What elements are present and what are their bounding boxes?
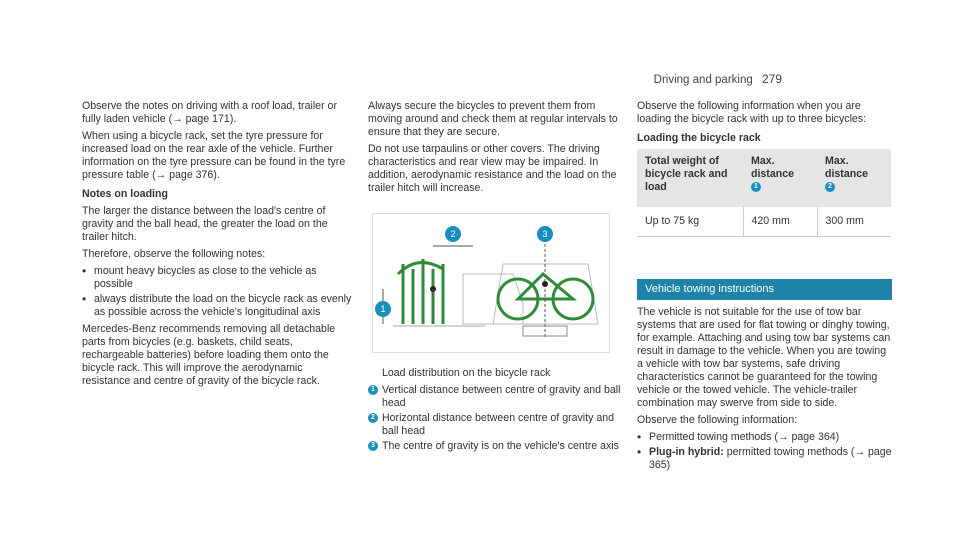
- section-heading: Loading the bicycle rack: [637, 132, 761, 144]
- legend-item: [368, 440, 622, 453]
- paragraph: The larger the distance between the load's centre of gravity and the ball head, the greater the load on the trailer hitch.: [82, 205, 328, 243]
- paragraph: Do not use tarpaulins or other covers. The driving characteristics and rear view may be impaired. In addition, aerodynamic resistance and the load on the trailer hitch will increase.: [368, 143, 617, 194]
- number-badge: 1: [751, 182, 761, 192]
- callout-3: [537, 226, 553, 242]
- paragraph: Observe the notes on driving with a roof load, trailer or fully laden vehicle (→ page 171).: [82, 100, 337, 125]
- running-header: [654, 72, 782, 86]
- table-header: Max. distance 1: [743, 149, 817, 207]
- paragraph: Mercedes-Benz recommends removing all detachable parts from bicycles (e.g. baskets, child seats, rechargeable batteries) before loading them onto the bicycle rack. This will improve the aerodynamic resistance and centre of gravity of the bicycle rack.: [82, 323, 336, 387]
- legend-item: [368, 384, 622, 410]
- callout-2: [445, 226, 461, 242]
- legend-text: Horizontal distance between centre of gravity and ball head: [382, 412, 615, 437]
- list-item: • Permitted towing methods (→ page 364): [649, 431, 892, 444]
- table-cell: 420 mm: [743, 207, 817, 237]
- paragraph: Observe the following information:: [637, 414, 798, 426]
- figure-caption: Load distribution on the bicycle rack: [382, 367, 551, 379]
- section-bar: Vehicle towing instructions: [637, 279, 892, 300]
- number-badge: 2: [368, 413, 378, 423]
- bullet-list: [82, 265, 352, 319]
- bicycle-rack-illustration: [372, 213, 610, 353]
- paragraph: Always secure the bicycles to prevent them from moving around and check them at regular intervals to ensure that they are secure.: [368, 100, 618, 138]
- legend-text: The centre of gravity is on the vehicle's centre axis: [382, 440, 619, 452]
- table-cell: 300 mm: [817, 207, 891, 237]
- page-number: 279: [761, 72, 782, 86]
- table-cell: Up to 75 kg: [637, 207, 743, 237]
- paragraph: Therefore, observe the following notes:: [82, 248, 266, 260]
- legend-item: [368, 412, 622, 438]
- bullet-list: [637, 431, 892, 472]
- number-badge: 3: [368, 441, 378, 451]
- list-item: • always distribute the load on the bicycle rack as evenly as possible across the vehicle's longitudinal axis: [94, 293, 352, 319]
- table-header: Total weight of bicycle rack and load: [637, 149, 743, 207]
- column-2: [368, 100, 622, 455]
- paragraph: When using a bicycle rack, set the tyre pressure for increased load on the rear axle of the vehicle. Further information on the tyre pressure can be found in the tyre pressure table (→ page 376).: [82, 130, 346, 181]
- table-header: Max. distance 2: [817, 149, 891, 207]
- svg-text:2: 2: [450, 229, 456, 239]
- table-header-row: [637, 149, 891, 207]
- paragraph: The vehicle is not suitable for the use of tow bar systems that are used for flat towing or dinghy towing, for example. Attaching and using tow bar systems can result in damage to the vehicle. When you are towing a vehicle with tow bar systems, safe driving characteristics cannot be guaranteed for the towing vehicle or the towed vehicle. The vehicle-trailer combination may swerve from side to side.: [637, 306, 891, 409]
- legend-text: Vertical distance between centre of gravity and ball head: [382, 384, 621, 409]
- svg-text:3: 3: [542, 229, 548, 239]
- number-badge: 2: [825, 182, 835, 192]
- paragraph: Observe the following information when you are loading the bicycle rack with up to three bicycles:: [637, 100, 867, 125]
- callout-1: [375, 301, 391, 317]
- load-distribution-diagram: [373, 214, 609, 352]
- section-heading: Notes on loading: [82, 188, 168, 200]
- table-row: [637, 207, 891, 237]
- column-1: [82, 100, 352, 392]
- number-badge: 1: [368, 385, 378, 395]
- section-title: Driving and parking: [653, 74, 753, 86]
- list-item: • mount heavy bicycles as close to the vehicle as possible: [94, 265, 352, 291]
- column-3: [637, 100, 892, 476]
- list-item: • Plug-in hybrid: permitted towing methods (→ page 365): [649, 446, 892, 472]
- svg-text:1: 1: [380, 304, 386, 314]
- load-table: [637, 149, 891, 237]
